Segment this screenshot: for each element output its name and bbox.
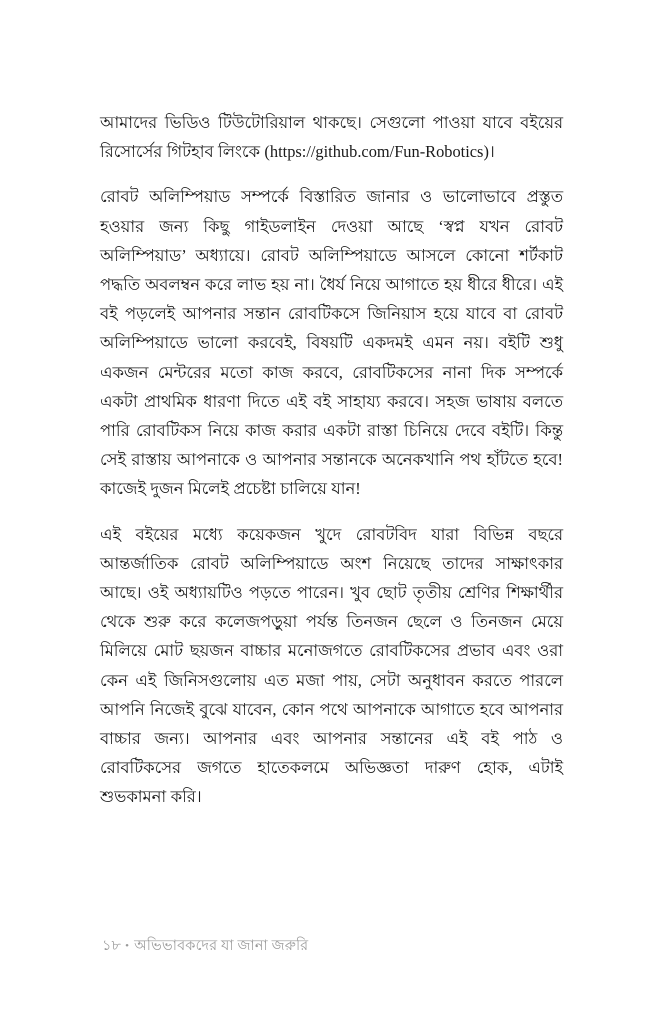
footer-chapter-title: অভিভাবকদের যা জানা জরুরি [134,938,309,954]
folio-page-number: ১৮ [102,938,122,954]
paragraph-1: আমাদের ভিডিও টিউটোরিয়াল থাকছে। সেগুলো পাওয়া যাবে বইয়ের রিসোর্সের গিটহাব লিংকে (https://github.com/Fun-Robotics)। [100,113,563,162]
paragraph-3: এই বইয়ের মধ্যে কয়েকজন খুদে রোবটবিদ যারা বিভিন্ন বছরে আন্তর্জাতিক রোবট অলিম্পিয়াডে অংশ নিয়েছে তাদের সাক্ষাৎকার আছে। ওই অধ্যায়টিও পড়তে পারেন। খুব ছোট তৃতীয় শ্রেণির শিক্ষার্থীর থেকে শুরু করে কলেজপড়ুয়া পর্যন্ত তিনজন ছেলে ও তিনজন মেয়ে মিলিয়ে মোট ছয়জন বাচ্চার মনোজগতে রোবটিকসের প্রভাব এবং ওরা কেন এই জিনিসগুলোয় এত মজা পায়, সেটা অনুধাবন করতে পারলে আপনি নিজেই বুঝে যাবেন, কোন পথে আপনাকে আগাতে হবে আপনার বাচ্চার জন্য। আপনার এবং আপনার সন্তানের এই বই পাঠ ও রোবটিকসের জগতে হাতেকলমে অভিজ্ঞতা দারুণ হোক, এটাই শুভকামনা করি। [100,524,563,807]
page-footer [102,936,308,956]
footer-separator-dot: • [125,940,130,953]
paragraph-2: রোবট অলিম্পিয়াড সম্পর্কে বিস্তারিত জানার ও ভালোভাবে প্রস্তুত হওয়ার জন্য কিছু গাইডলাইন দেওয়া আছে ‘স্বপ্ন যখন রোবট অলিম্পিয়াড’ অধ্যায়ে। রোবট অলিম্পিয়াডে আসলে কোনো শর্টকাট পদ্ধতি অবলম্বন করে লাভ হয় না। ধৈর্য নিয়ে আগাতে হয় ধীরে ধীরে। এই বই পড়লেই আপনার সন্তান রোবটিকসে জিনিয়াস হয়ে যাবে বা রোবট অলিম্পিয়াডে ভালো করবেই, বিষয়টি একদমই এমন নয়। বইটি শুধু একজন মেন্টরের মতো কাজ করবে, রোবটিকসের নানা দিক সম্পর্কে একটা প্রাথমিক ধারণা দিতে এই বই সাহায্য করবে। সহজ ভাষায় বলতে পারি রোবটিকস নিয়ে কাজ করার একটা রাস্তা চিনিয়ে দেবে বইটি। কিন্তু সেই রাস্তায় আপনাকে ও আপনার সন্তানকে অনেকখানি পথ হাঁটতে হবে! কাজেই দুজন মিলেই প্রচেষ্টা চালিয়ে যান! [100,187,563,499]
text-column [100,108,563,812]
